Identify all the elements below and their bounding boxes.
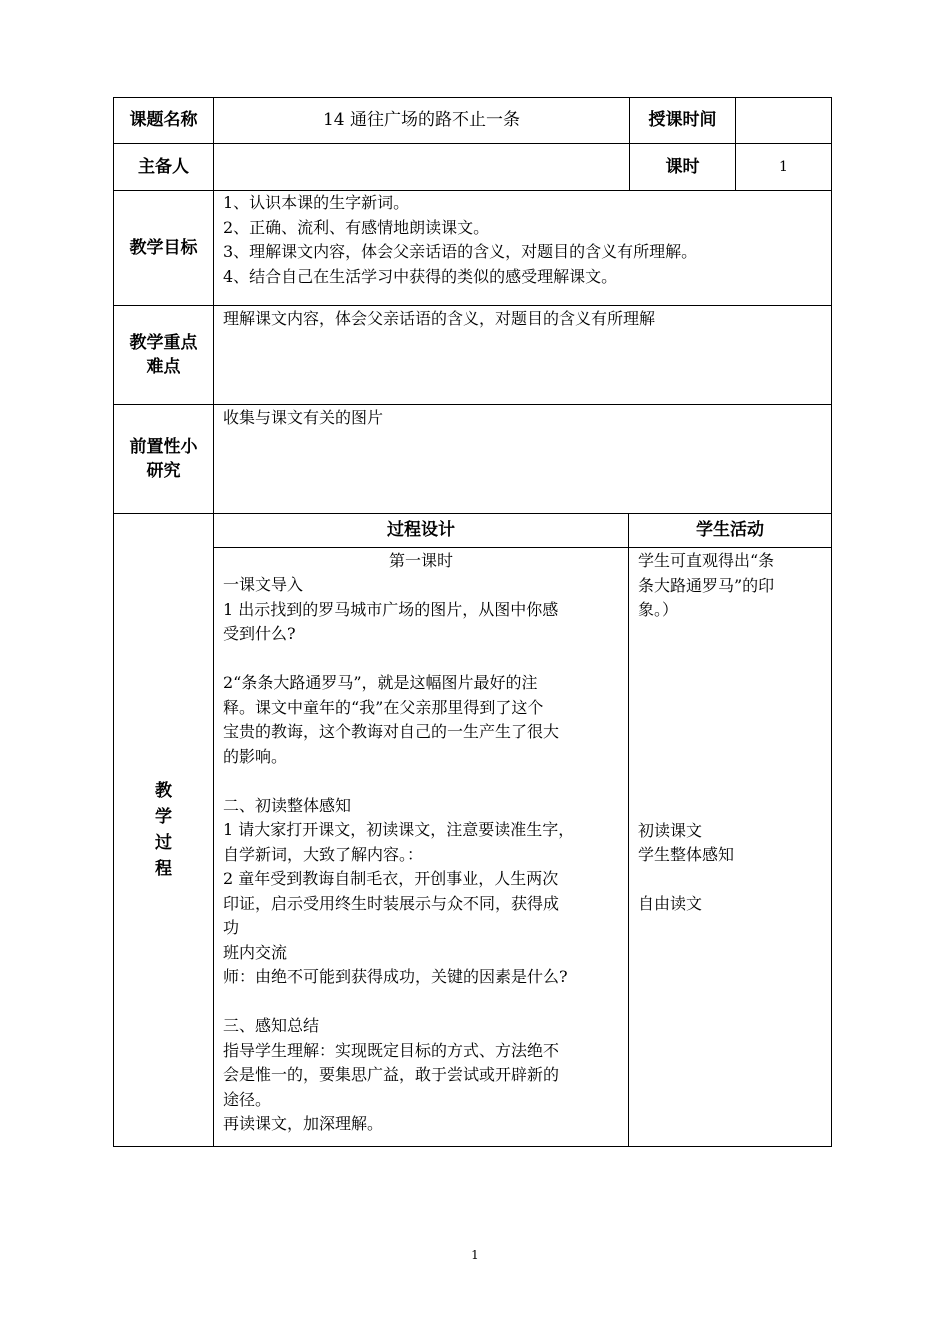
col-header-activity: 学生活动 xyxy=(696,520,764,541)
text-line xyxy=(638,794,828,819)
lesson-title: 第一课时 xyxy=(388,551,453,570)
text-line: 条大路通罗马”的印 xyxy=(638,575,775,595)
process-label-char: 教 xyxy=(155,781,172,801)
text-line: 三、感知总结 xyxy=(223,1016,320,1035)
text-line: 宝贵的教诲，这个教诲对自己的一生产生了很大 xyxy=(223,722,560,741)
text-line: 2 童年受到教诲自制毛衣，开创事业，人生两次 xyxy=(223,869,559,888)
goal-item: 4、结合自己在生活学习中获得的类似的感受理解课文。 xyxy=(223,266,618,286)
text-line xyxy=(638,647,828,672)
text-line xyxy=(638,696,828,721)
preview-label-line1: 前置性小 xyxy=(129,436,198,457)
activity-content xyxy=(638,549,828,917)
text-line: 会是惟一的，要集思广益，敢于尝试或开辟新的 xyxy=(223,1065,560,1084)
col-divider xyxy=(213,97,214,1147)
time-label: 授课时间 xyxy=(648,110,717,131)
goal-item: 2、正确、流利、有感情地朗读课文。 xyxy=(223,217,490,237)
text-line: 师：由绝不可能到获得成功，关键的因素是什么? xyxy=(223,967,568,986)
text-line: 1 出示找到的罗马城市广场的图片，从图中你感 xyxy=(223,599,559,619)
table-border-bottom xyxy=(113,1146,832,1147)
text-line: 二、初读整体感知 xyxy=(223,795,352,815)
preview-label xyxy=(114,405,213,513)
text-line xyxy=(223,769,628,794)
key-points-label-line1: 教学重点 xyxy=(129,332,198,353)
col-divider xyxy=(628,513,629,1147)
process-label-char: 程 xyxy=(155,859,172,879)
process-label-char: 学 xyxy=(155,807,172,827)
text-line: 途径。 xyxy=(223,1089,272,1109)
text-line xyxy=(638,770,828,795)
preparer-label: 主备人 xyxy=(138,156,189,177)
text-line xyxy=(638,745,828,770)
text-line: 初读课文 xyxy=(638,820,703,840)
period-label: 课时 xyxy=(665,156,700,177)
key-points-label-line2: 难点 xyxy=(146,357,181,377)
topic-value: 14 通往广场的路不止一条 xyxy=(322,110,521,131)
text-line: 功 xyxy=(223,918,240,937)
goal-item: 3、理解课文内容，体会父亲话语的含义，对题目的含义有所理解。 xyxy=(223,242,698,261)
col-header-design: 过程设计 xyxy=(387,520,455,541)
text-line xyxy=(223,990,628,1015)
process-label xyxy=(114,514,213,1146)
text-line xyxy=(223,647,628,672)
key-points-label xyxy=(114,306,213,404)
text-line: 受到什么? xyxy=(223,624,296,643)
design-content xyxy=(223,573,628,1137)
text-line xyxy=(638,623,828,648)
row-divider xyxy=(113,404,832,405)
text-line: 1 请大家打开课文，初读课文，注意要读准生字， xyxy=(223,820,575,839)
text-line: 学生可直观得出“条 xyxy=(638,551,775,570)
row-divider xyxy=(113,305,832,306)
row-divider xyxy=(213,547,832,548)
text-line xyxy=(638,868,828,893)
lesson-plan-table xyxy=(113,97,832,1147)
time-value xyxy=(736,98,831,143)
process-label-char: 过 xyxy=(155,833,172,853)
text-line: 学生整体感知 xyxy=(638,845,735,864)
text-line: 指导学生理解：实现既定目标的方式、方法绝不 xyxy=(223,1040,560,1060)
goals-list xyxy=(223,191,823,289)
key-points-text: 理解课文内容，体会父亲话语的含义，对题目的含义有所理解 xyxy=(223,309,656,328)
goal-item: 1、认识本课的生字新词。 xyxy=(223,193,410,212)
preparer-value xyxy=(214,144,629,190)
text-line: 释。课文中童年的“我”在父亲那里得到了这个 xyxy=(223,697,544,717)
text-line: 班内交流 xyxy=(223,942,288,962)
page-number: 1 xyxy=(471,1248,479,1262)
text-line: 象。） xyxy=(638,600,679,619)
preview-text: 收集与课文有关的图片 xyxy=(223,408,384,427)
text-line: 2“条条大路通罗马”，就是这幅图片最好的注 xyxy=(223,673,538,692)
text-line xyxy=(638,721,828,746)
preview-label-line2: 研究 xyxy=(146,461,181,481)
topic-label: 课题名称 xyxy=(129,110,198,131)
period-value: 1 xyxy=(779,158,788,175)
text-line: 再读课文，加深理解。 xyxy=(223,1114,384,1133)
text-line: 印证，启示受用终生时装展示与众不同，获得成 xyxy=(223,893,560,913)
text-line xyxy=(638,672,828,697)
goals-label: 教学目标 xyxy=(129,237,198,258)
text-line: 一课文导入 xyxy=(223,575,304,594)
text-line: 的影响。 xyxy=(223,746,288,766)
text-line: 自学新词，大致了解内容。： xyxy=(223,844,424,864)
table-border-right xyxy=(831,97,832,1147)
text-line: 自由读文 xyxy=(638,894,703,913)
